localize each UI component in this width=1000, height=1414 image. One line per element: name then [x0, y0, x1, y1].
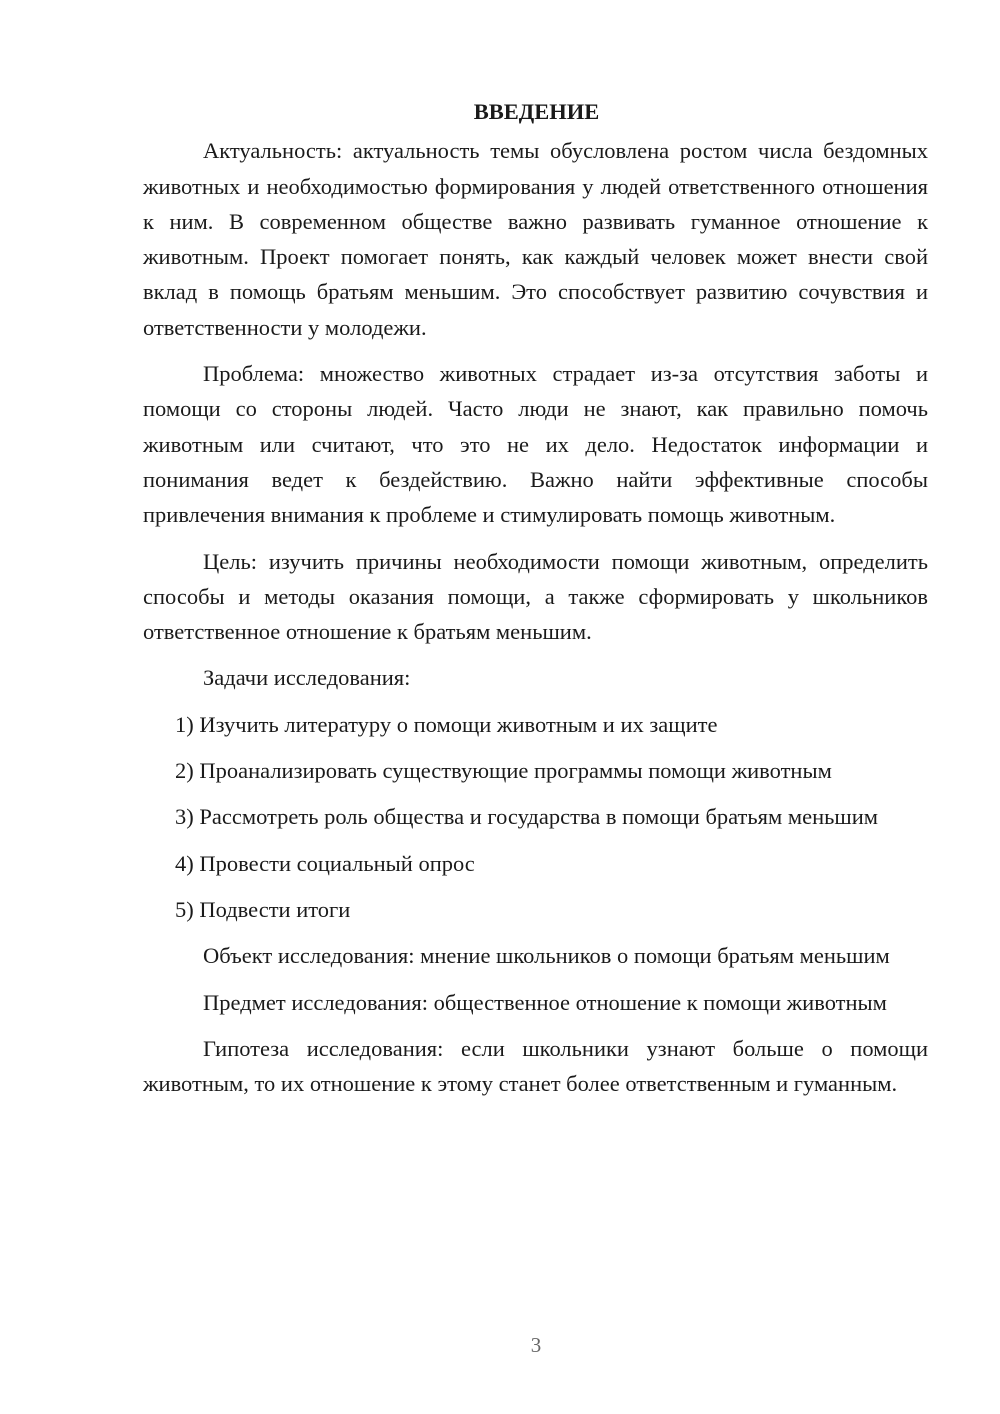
task-item-5: 5) Подвести итоги	[175, 896, 351, 922]
task-item-2: 2) Проанализировать существующие программы помощи животным	[175, 758, 832, 784]
task-item-4: 4) Провести социальный опрос	[175, 850, 475, 876]
paragraph-object: Объект исследования: мнение школьников о помощи братьям меньшим	[203, 943, 890, 969]
task-item-3: 3) Рассмотреть роль общества и государства в помощи братьям меньшим	[175, 804, 878, 830]
paragraph-goal: Цель: изучить причины необходимости помощи животным, определить способы и методы оказания помощи, а также сформировать у школьников ответственное отношение к братьям меньшим.	[143, 548, 928, 645]
paragraph-problem: Проблема: множество животных страдает из-за отсутствия заботы и помощи со стороны людей. Часто люди не знают, как правильно помочь животным или считают, что это не их дело. Недостаток информации и понимания ведет к бездействию. Важно найти эффективные способы привлечения внимания к проблеме и стимулировать помощь животным.	[143, 361, 928, 528]
paragraph-subject: Предмет исследования: общественное отношение к помощи животным	[203, 989, 887, 1015]
page-number: 3	[530, 1333, 542, 1357]
page-title: ВВЕДЕНИЕ	[473, 99, 600, 124]
task-item-1: 1) Изучить литературу о помощи животным и их защите	[175, 711, 718, 737]
paragraph-hypothesis: Гипотеза исследования: если школьники узнают больше о помощи животным, то их отношение к этому станет более ответственным и гуманным.	[143, 1035, 928, 1097]
tasks-title: Задачи исследования:	[203, 665, 411, 691]
paragraph-relevance: Актуальность: актуальность темы обусловлена ростом числа бездомных животных и необходимостью формирования у людей ответственного отношения к ним. В современном обществе важно развивать гуманное отношение к животным. Проект помогает понять, как каждый человек может внести свой вклад в помощь братьям меньшим. Это способствует развитию сочувствия и ответственности у молодежи.	[143, 138, 928, 340]
page-body	[143, 94, 928, 1112]
